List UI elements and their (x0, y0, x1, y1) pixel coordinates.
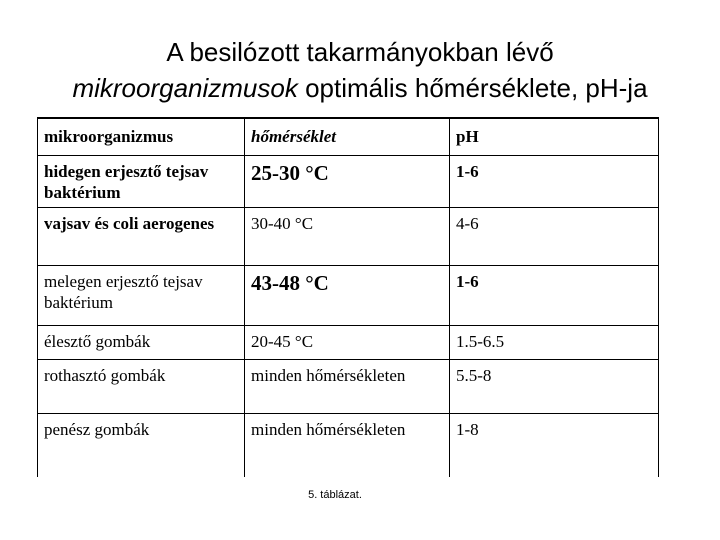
cell-organism: élesztő gombák (38, 326, 245, 360)
cell-organism: melegen erjesztő tejsav baktérium (38, 266, 245, 326)
title-line-2-rest: optimális hőmérséklete, pH-ja (297, 73, 648, 103)
table-row (38, 208, 659, 266)
table-row (38, 360, 659, 414)
cell-ph: 1-6 (450, 156, 659, 208)
cell-temperature: minden hőmérsékleten (245, 414, 450, 478)
cell-temperature: 25-30 °C (245, 156, 450, 208)
cell-ph: 1-6 (450, 266, 659, 326)
page-title (0, 34, 720, 106)
table-row (38, 414, 659, 478)
cell-temperature: minden hőmérsékleten (245, 360, 450, 414)
cell-ph: 1.5-6.5 (450, 326, 659, 360)
cell-organism: penész gombák (38, 414, 245, 478)
header-mikroorganizmus: mikroorganizmus (38, 118, 245, 156)
data-table (37, 117, 659, 477)
title-line-2-italic: mikroorganizmusok (72, 73, 298, 103)
table-header-row (38, 118, 659, 156)
cell-organism: rothasztó gombák (38, 360, 245, 414)
title-line-1: A besilózott takarmányokban lévő (166, 37, 554, 67)
cell-temperature: 20-45 °C (245, 326, 450, 360)
cell-organism: hidegen erjesztő tejsav baktérium (38, 156, 245, 208)
table-caption: 5. táblázat. (308, 489, 362, 501)
cell-ph: 5.5-8 (450, 360, 659, 414)
cell-ph: 4-6 (450, 208, 659, 266)
table-row (38, 156, 659, 208)
cell-ph: 1-8 (450, 414, 659, 478)
table-row (38, 326, 659, 360)
cell-organism: vajsav és coli aerogenes (38, 208, 245, 266)
table-row (38, 266, 659, 326)
cell-temperature: 43-48 °C (245, 266, 450, 326)
cell-temperature: 30-40 °C (245, 208, 450, 266)
header-ph: pH (450, 118, 659, 156)
title-line-2 (0, 70, 720, 106)
header-homerseklet: hőmérséklet (245, 118, 450, 156)
